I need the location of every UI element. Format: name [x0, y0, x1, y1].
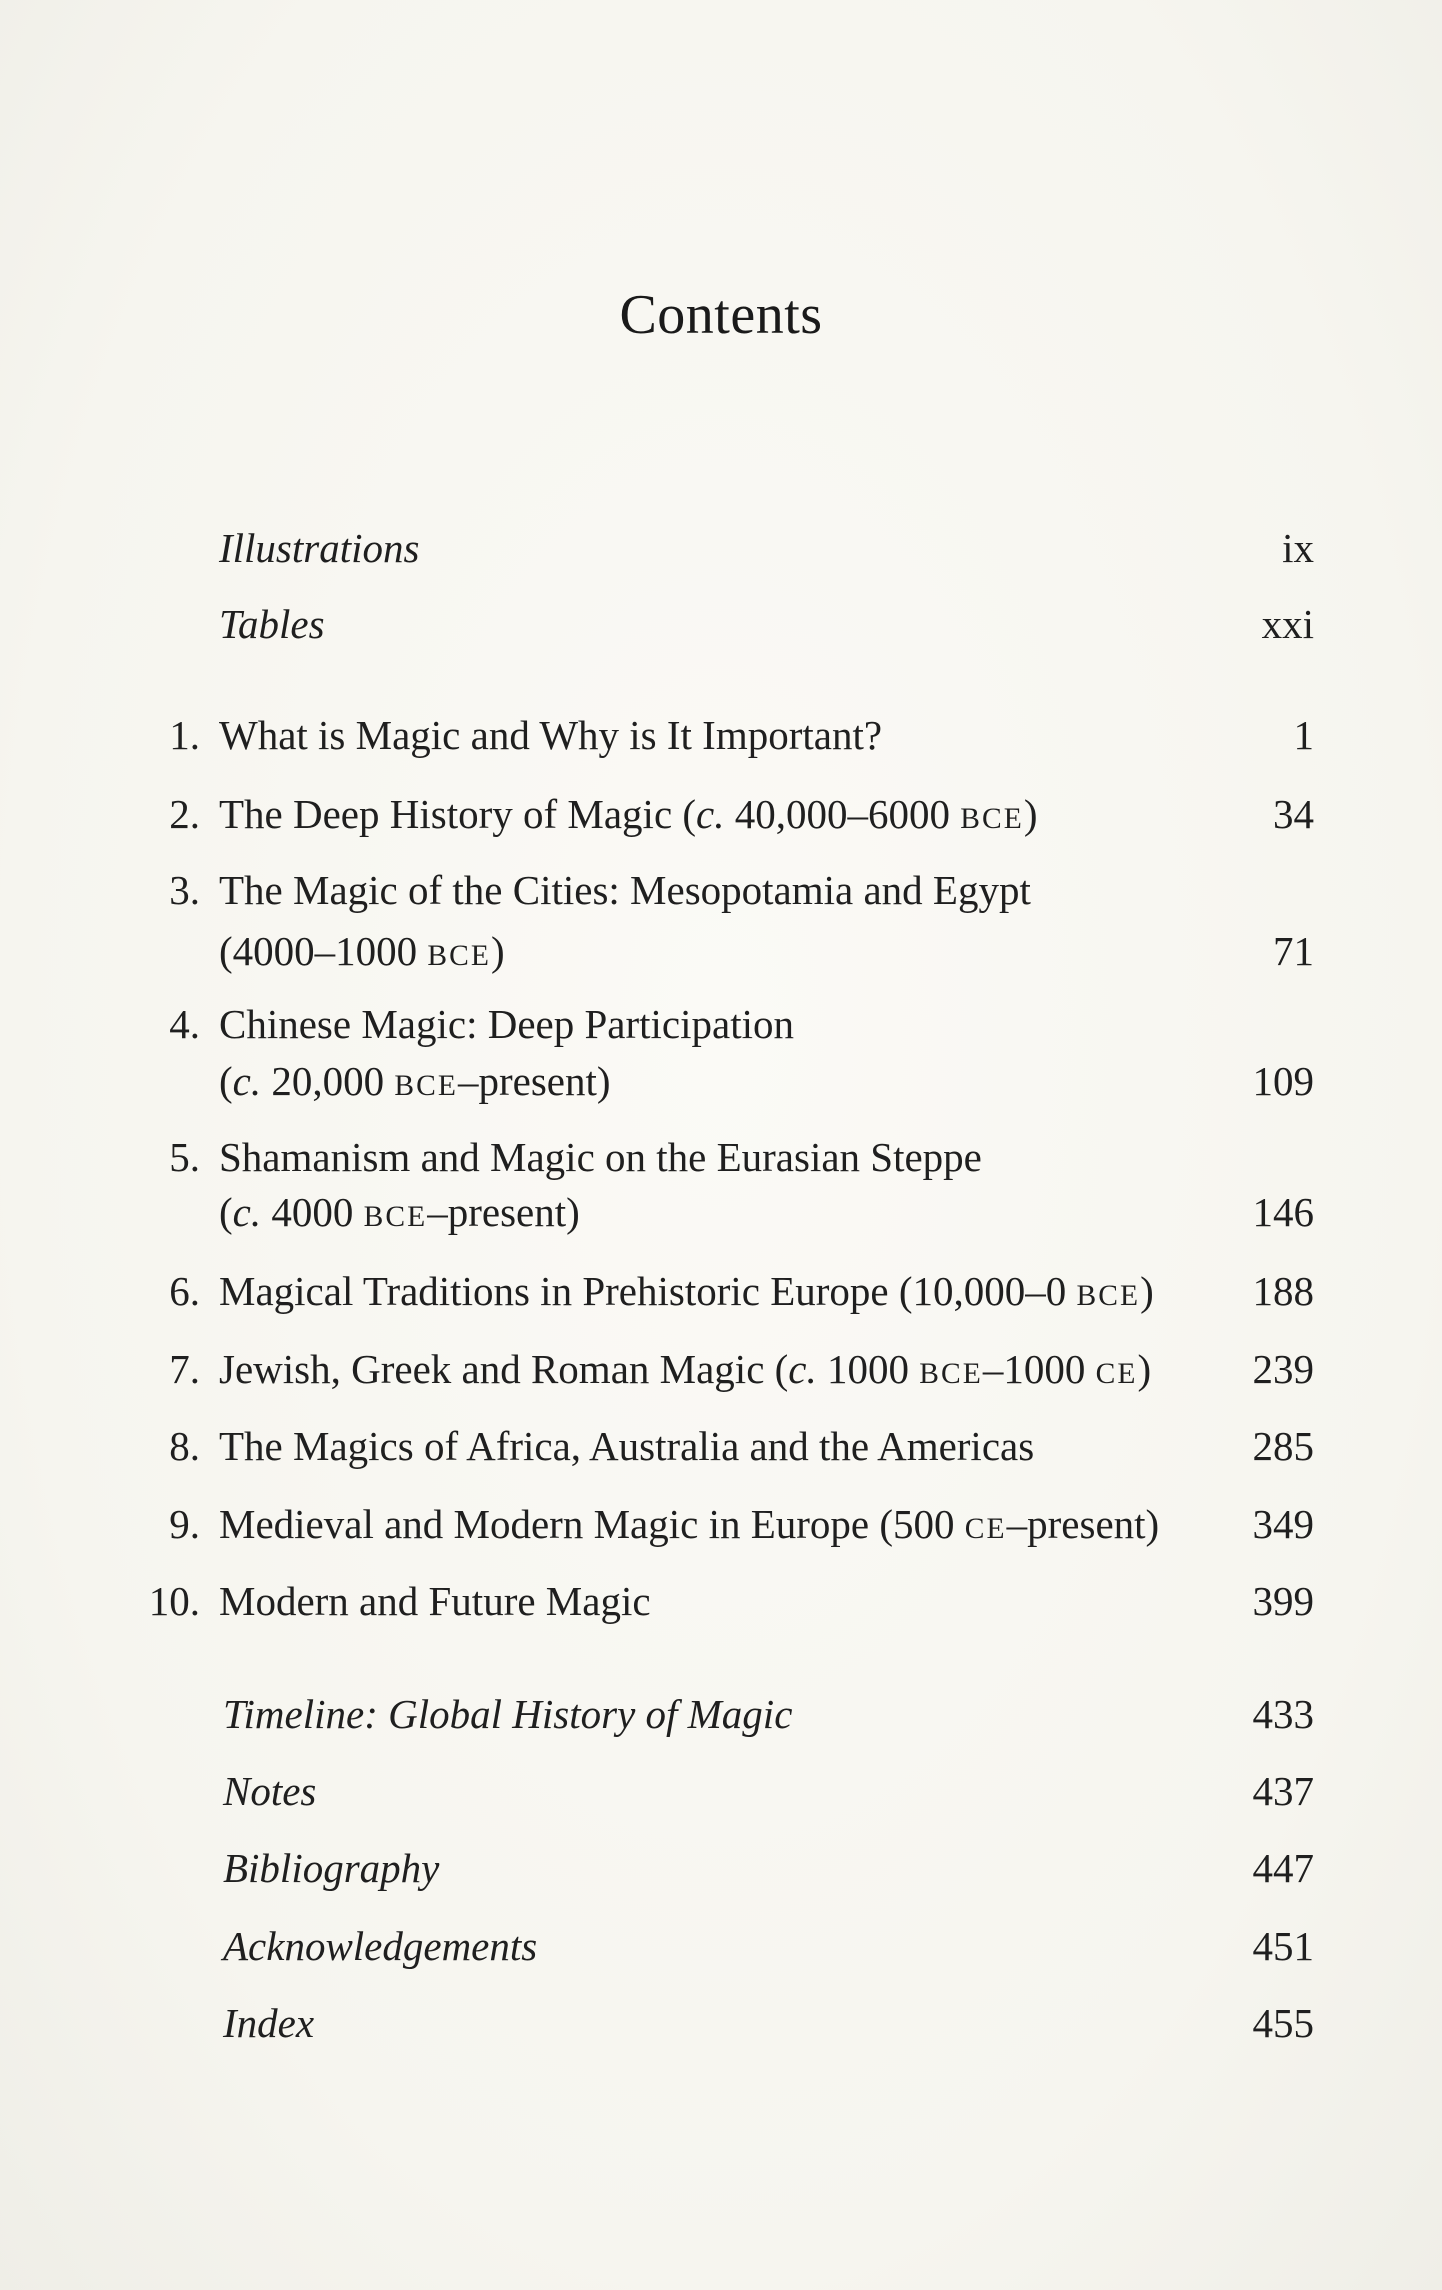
chapter-title-line: The Magics of Africa, Australia and the Americas [219, 1423, 1035, 1469]
entry-label: Illustrations [219, 525, 420, 571]
entry-label: Bibliography [223, 1845, 440, 1891]
chapter-entry-2 [0, 789, 1442, 839]
chapter-entry-5-continued [0, 1187, 1442, 1237]
chapter-entry-8 [0, 1421, 1442, 1471]
chapter-title-line: Shamanism and Magic on the Eurasian Steppe [219, 1134, 982, 1180]
chapter-title-line: Modern and Future Magic [219, 1578, 651, 1624]
chapter-title-line: What is Magic and Why is It Important? [219, 712, 883, 758]
page-number: 188 [1252, 1268, 1314, 1314]
chapter-number: 10. [148, 1578, 200, 1624]
chapter-number: 3. [169, 867, 200, 913]
chapter-number: 6. [169, 1268, 200, 1314]
page-number: 437 [1252, 1768, 1314, 1814]
chapter-number: 5. [169, 1134, 200, 1180]
chapter-number: 9. [169, 1501, 200, 1547]
toc-entry-acknowledgements [0, 1921, 1442, 1971]
page-number: 146 [1252, 1189, 1314, 1235]
toc-entry-index [0, 1998, 1442, 2048]
page-title: Contents [619, 284, 823, 346]
page-number: 34 [1273, 791, 1314, 837]
entry-label: Notes [223, 1768, 317, 1814]
chapter-title-line: (c. 20,000 BCE–present) [219, 1058, 611, 1104]
chapter-number: 7. [169, 1346, 200, 1392]
page-number: 433 [1252, 1691, 1314, 1737]
page-number: 399 [1252, 1578, 1314, 1624]
chapter-entry-3-continued [0, 926, 1442, 976]
page-number: xxi [1261, 601, 1314, 647]
entry-label: Timeline: Global History of Magic [223, 1691, 793, 1737]
chapter-entry-7 [0, 1344, 1442, 1394]
chapter-entry-10 [0, 1576, 1442, 1626]
chapter-title-line: Chinese Magic: Deep Participation [219, 1001, 794, 1047]
toc-entry-notes [0, 1766, 1442, 1816]
chapter-entry-4-continued [0, 1056, 1442, 1106]
page-number: 285 [1252, 1423, 1314, 1469]
toc-entry-illustrations [0, 523, 1442, 573]
chapter-entry-4 [0, 999, 1442, 1049]
chapter-title-line: The Deep History of Magic (c. 40,000–6000 BCE) [219, 791, 1038, 837]
chapter-entry-5 [0, 1132, 1442, 1182]
chapter-entry-3 [0, 865, 1442, 915]
page-number: 1 [1293, 712, 1314, 758]
entry-label: Acknowledgements [223, 1923, 538, 1969]
page-number: 349 [1252, 1501, 1314, 1547]
entry-label: Index [223, 2000, 315, 2046]
chapter-entry-9 [0, 1499, 1442, 1549]
chapter-title-line: Jewish, Greek and Roman Magic (c. 1000 BCE–1000 CE) [219, 1346, 1152, 1392]
toc-entry-tables [0, 599, 1442, 649]
chapter-entry-6 [0, 1266, 1442, 1316]
page-number: 455 [1252, 2000, 1314, 2046]
page-number: ix [1282, 525, 1314, 571]
toc-entry-bibliography [0, 1843, 1442, 1893]
chapter-number: 1. [169, 712, 200, 758]
chapter-title-line: Medieval and Modern Magic in Europe (500 CE–present) [219, 1501, 1160, 1547]
chapter-number: 4. [169, 1001, 200, 1047]
chapter-title-line: (4000–1000 BCE) [219, 928, 505, 974]
chapter-title-line: Magical Traditions in Prehistoric Europe (10,000–0 BCE) [219, 1268, 1154, 1314]
entry-label: Tables [219, 601, 325, 647]
chapter-title-line: (c. 4000 BCE–present) [219, 1189, 580, 1235]
page-number: 109 [1252, 1058, 1314, 1104]
page-number: 71 [1273, 928, 1314, 974]
page-number: 447 [1252, 1845, 1314, 1891]
page-number: 451 [1252, 1923, 1314, 1969]
chapter-number: 8. [169, 1423, 200, 1469]
page-number: 239 [1252, 1346, 1314, 1392]
chapter-title-line: The Magic of the Cities: Mesopotamia and Egypt [219, 867, 1031, 913]
chapter-number: 2. [169, 791, 200, 837]
toc-entry-timeline [0, 1689, 1442, 1739]
chapter-entry-1 [0, 710, 1442, 760]
